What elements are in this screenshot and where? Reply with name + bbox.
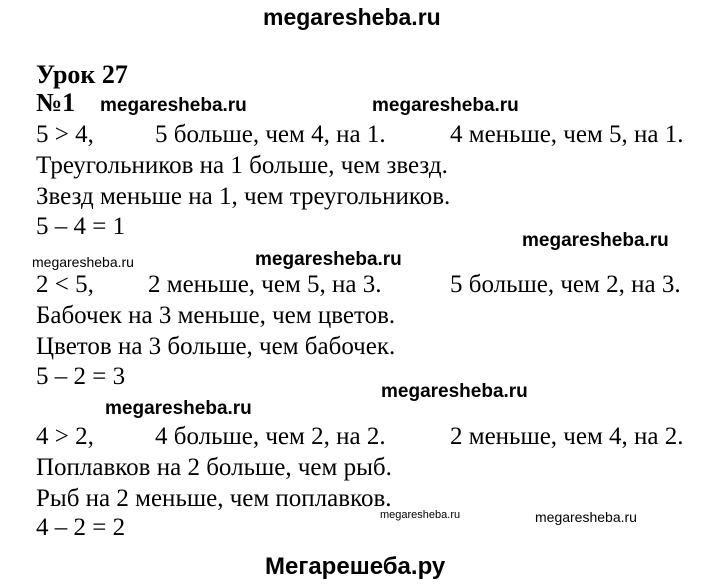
statement-3b: 2 меньше, чем 4, на 2.: [450, 423, 684, 450]
sentence-2a: Бабочек на 3 меньше, чем цветов.: [36, 302, 396, 329]
comparison-1: 5 > 4,: [36, 121, 94, 148]
statement-2a: 2 меньше, чем 5, на 3.: [148, 271, 382, 298]
statement-2b: 5 больше, чем 2, на 3.: [450, 271, 681, 298]
comparison-3: 4 > 2,: [36, 423, 94, 450]
sentence-3a: Поплавков на 2 больше, чем рыб.: [36, 454, 392, 481]
sentence-1b: Звезд меньше на 1, чем треугольников.: [36, 183, 451, 210]
equation-1: 5 – 4 = 1: [36, 213, 126, 240]
watermark: megaresheba.ru: [535, 509, 637, 525]
equation-3: 4 – 2 = 2: [36, 514, 126, 541]
sentence-3b: Рыб на 2 меньше, чем поплавков.: [36, 485, 392, 512]
statement-3a: 4 больше, чем 2, на 2.: [155, 423, 386, 450]
equation-2: 5 – 2 = 3: [36, 363, 126, 390]
watermark: megaresheba.ru: [100, 95, 247, 116]
sentence-2b: Цветов на 3 больше, чем бабочек.: [36, 333, 396, 360]
task-number: №1: [36, 88, 76, 117]
statement-1a: 5 больше, чем 4, на 1.: [155, 121, 386, 148]
watermark: megaresheba.ru: [255, 249, 402, 270]
watermark: megaresheba.ru: [32, 254, 134, 270]
header-watermark: megaresheba.ru: [263, 4, 441, 30]
watermark: megaresheba.ru: [522, 230, 669, 251]
lesson-title: Урок 27: [36, 60, 128, 89]
footer-watermark: Мегарешеба.ру: [265, 553, 446, 580]
comparison-2: 2 < 5,: [36, 271, 94, 298]
statement-1b: 4 меньше, чем 5, на 1.: [450, 121, 684, 148]
watermark: megaresheba.ru: [380, 509, 461, 521]
sentence-1a: Треугольников на 1 больше, чем звезд.: [36, 152, 448, 179]
watermark: megaresheba.ru: [381, 381, 528, 402]
watermark: megaresheba.ru: [372, 95, 519, 116]
watermark: megaresheba.ru: [105, 398, 252, 419]
